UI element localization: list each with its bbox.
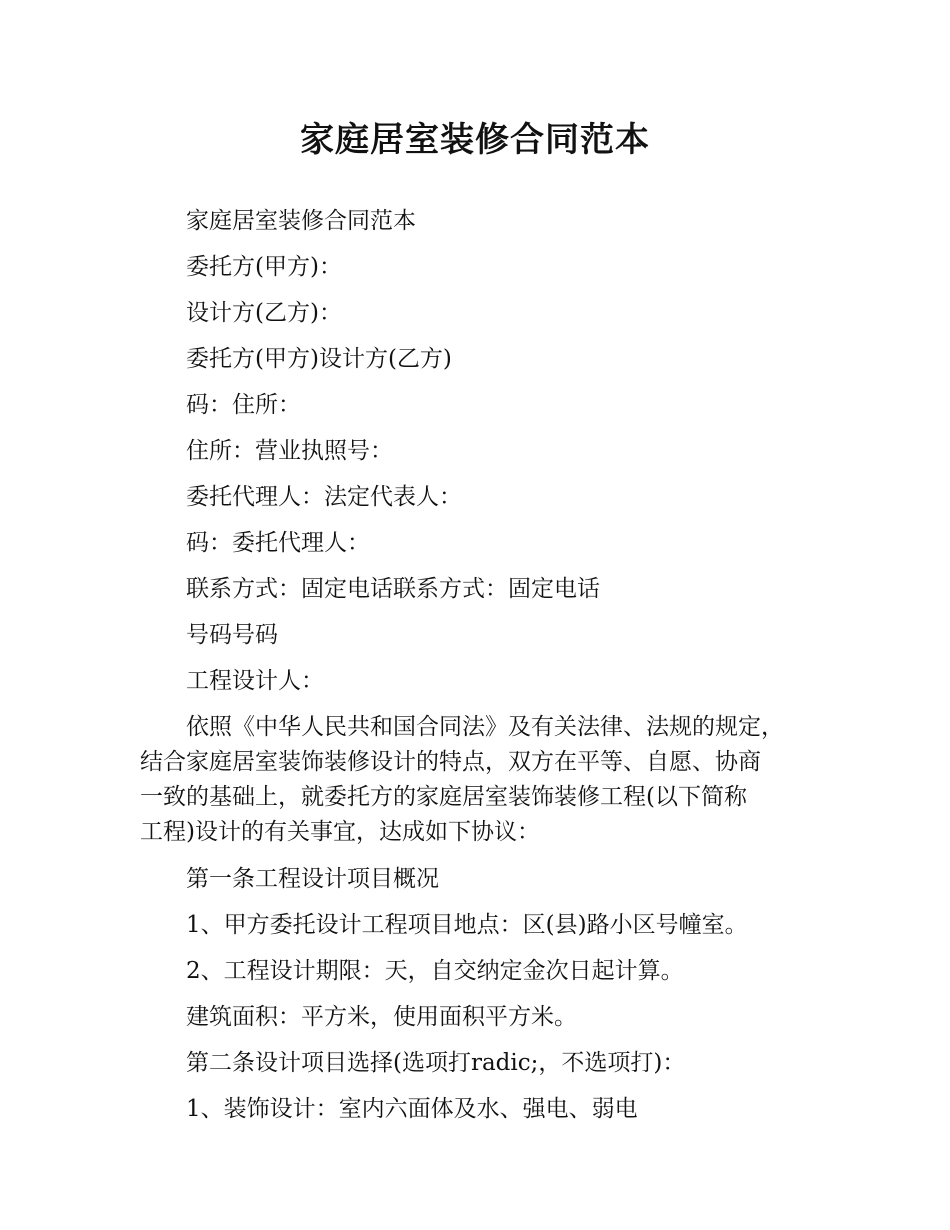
document-body [140,198,820,1132]
text-line: 委托方(甲方)设计方(乙方) [186,346,452,372]
text-line: 1、甲方委托设计工程项目地点：区(县)路小区号幢室。 [186,912,748,938]
document-title: 家庭居室装修合同范本 [300,120,650,160]
paragraph-line: 工程)设计的有关事宜，达成如下协议： [140,819,540,845]
text-line: 号码号码 [186,622,278,648]
agreement-paragraph [140,704,820,856]
text-line: 住所：营业执照号： [186,438,393,464]
text-line: 码：委托代理人： [186,530,370,556]
text-line: 设计方(乙方)： [186,300,342,326]
paragraph-line: 结合家庭居室装饰装修设计的特点，双方在平等、自愿、协商 [140,749,761,775]
text-line: 委托方(甲方)： [186,254,342,280]
text-line: 家庭居室装修合同范本 [186,208,416,234]
text-line: 1、装饰设计：室内六面体及水、强电、弱电 [186,1096,638,1122]
text-line: 建筑面积：平方米，使用面积平方米。 [186,1004,577,1030]
section-heading: 第二条设计项目选择(选项打radic;，不选项打)： [186,1050,686,1076]
text-line: 联系方式：固定电话联系方式：固定电话 [186,576,600,602]
text-line: 委托代理人：法定代表人： [186,484,462,510]
section-heading: 第一条工程设计项目概况 [186,866,439,892]
paragraph-line: 一致的基础上，就委托方的家庭居室装饰装修工程(以下简称 [140,784,747,810]
text-line: 2、工程设计期限：天，自交纳定金次日起计算。 [186,958,684,984]
text-line: 工程设计人： [186,668,324,694]
text-line: 码：住所： [186,392,301,418]
paragraph-line: 依照《中华人民共和国合同法》及有关法律、法规的规定， [186,714,784,740]
